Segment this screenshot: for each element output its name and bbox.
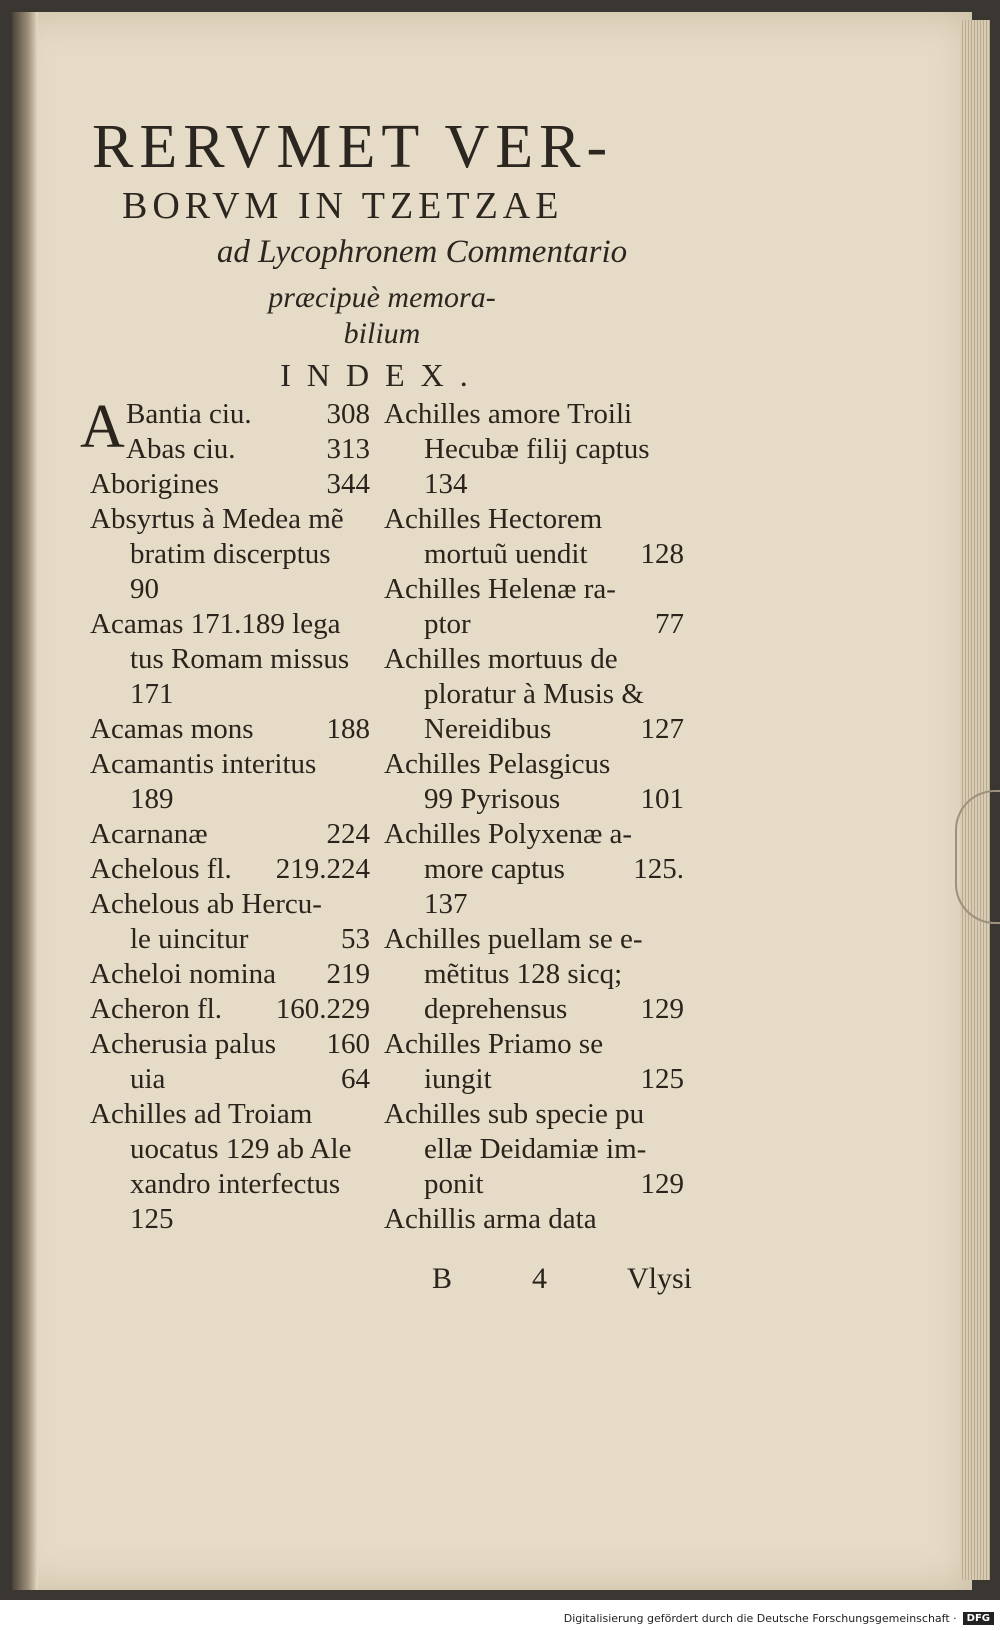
index-entry [90, 1027, 370, 1097]
index-entry [90, 992, 370, 1027]
entry-page-ref: 188 [326, 713, 370, 745]
catchword: Vlysi [626, 1262, 692, 1295]
index-entry-line [384, 642, 684, 677]
entry-text: Acamas 171.189 lega [90, 608, 341, 640]
entry-text: more captus [424, 853, 565, 885]
entry-page-ref: 160.229 [275, 993, 370, 1025]
entry-text: uocatus 129 ab Ale [130, 1133, 352, 1165]
index-entry-line [384, 502, 684, 537]
credit-text: Digitalisierung gefördert durch die Deutsche Forschungsgemeinschaft · [563, 1612, 957, 1625]
index-entry-line [384, 1167, 684, 1202]
entry-text: Aborigines [90, 468, 219, 500]
entry-page-ref: 129 [640, 1168, 684, 1200]
entry-text: mẽtitus 128 sicq; [424, 958, 623, 990]
index-entry-line [384, 1027, 684, 1062]
index-entry [384, 1097, 684, 1202]
index-entry-line [90, 817, 370, 852]
title-line-1: RERVMET VER- [92, 113, 614, 181]
index-entry-line [90, 782, 370, 817]
entry-text: tus Romam missus [130, 643, 350, 675]
entry-page-ref: 160 [326, 1028, 370, 1060]
index-entry-line [90, 1097, 370, 1132]
entry-text: Acamas mons [90, 713, 254, 745]
index-entry [90, 712, 370, 747]
entry-page-ref: 125 [640, 1063, 684, 1095]
entry-text: Achilles amore Troili [384, 398, 633, 430]
index-entry [384, 1027, 684, 1097]
index-entry-line [384, 572, 684, 607]
index-heading: INDEX. [280, 357, 484, 393]
index-entry-line [384, 712, 684, 747]
entry-text: 137 [424, 888, 468, 920]
entry-text: Achilles Helenæ ra- [384, 573, 616, 605]
index-entry [384, 747, 684, 817]
book-clasp [955, 790, 1000, 924]
entry-page-ref: 64 [341, 1063, 370, 1095]
entry-text: xandro interfectus [130, 1168, 341, 1200]
index-entry-line [384, 1202, 684, 1237]
page-footer [432, 1262, 692, 1296]
index-entry-line [384, 1062, 684, 1097]
entry-text: Achilles Priamo se [384, 1028, 604, 1060]
index-entry-line [90, 537, 370, 572]
page-gutter [12, 12, 38, 1590]
entry-text: Achelous ab Hercu- [90, 888, 322, 920]
index-entry-line [384, 607, 684, 642]
entry-text: Achilles Polyxenæ a- [384, 818, 633, 850]
index-entry-line [90, 677, 370, 712]
entry-text: bratim discerptus [130, 538, 331, 570]
entry-text: Achilles Pelasgicus [384, 748, 611, 780]
index-entry-line [384, 677, 684, 712]
entry-page-ref: 308 [326, 398, 370, 430]
index-entry-line [126, 397, 370, 432]
dfg-logo: DFG [963, 1612, 994, 1625]
entry-page-ref: 127 [640, 713, 684, 745]
entry-text: Acheron fl. [90, 993, 223, 1025]
index-entry-line [90, 607, 370, 642]
entry-text: Achillis arma data [384, 1203, 597, 1235]
index-entry [90, 467, 370, 502]
index-entry-line [384, 1132, 684, 1167]
index-entry [384, 572, 684, 642]
index-entry-line [384, 1097, 684, 1132]
title-line-2: BORVM IN TZETZAE [122, 185, 564, 227]
index-column-right [384, 397, 684, 1237]
index-entry-line [90, 572, 370, 607]
entry-text: deprehensus [424, 993, 568, 1025]
entry-text: Achelous fl. [90, 853, 232, 885]
index-entry [384, 922, 684, 1027]
index-entry [384, 502, 684, 572]
index-entry-line [384, 852, 684, 887]
index-entry [384, 642, 684, 747]
entry-text: iungit [424, 1063, 492, 1095]
entry-text: Acarnanæ [90, 818, 208, 850]
index-entry [90, 887, 370, 957]
title-line-3: ad Lycophronem Commentario [216, 234, 628, 270]
index-entry [384, 1202, 684, 1237]
title-line-4b: bilium [343, 317, 421, 350]
entry-text: 99 Pyrisous [424, 783, 561, 815]
entry-text: Hecubæ filij captus [424, 433, 650, 465]
entry-text: le uincitur [130, 923, 249, 955]
index-entry-line [90, 712, 370, 747]
entry-text: Acherusia palus [90, 1028, 277, 1060]
signature-mark: B [432, 1262, 453, 1295]
index-entry-line [90, 1202, 370, 1237]
entry-page-ref: 219 [326, 958, 370, 990]
index-entry-line [384, 922, 684, 957]
entry-text: ptor [424, 608, 471, 640]
index-column-left [80, 393, 370, 1237]
title-line-4a: præcipuè memora- [268, 281, 496, 314]
index-entry-line [384, 397, 684, 432]
index-entry [384, 817, 684, 922]
index-entry [384, 397, 684, 502]
digitization-credit [564, 1612, 994, 1625]
entry-page-ref: 219.224 [275, 853, 370, 885]
entry-text: ellæ Deidamiæ im- [424, 1133, 647, 1165]
entry-page-ref: 129 [640, 993, 684, 1025]
entry-text: uia [130, 1063, 166, 1095]
entry-text: Achilles ad Troiam [90, 1098, 313, 1130]
index-entry-line [90, 642, 370, 677]
signature-number: 4 [532, 1262, 547, 1295]
entry-text: 189 [130, 783, 174, 815]
entry-page-ref: 53 [341, 923, 370, 955]
index-entry [80, 393, 370, 467]
entry-text: Bantia ciu. [126, 398, 252, 430]
index-entry-line [384, 782, 684, 817]
entry-text: 125 [130, 1203, 174, 1235]
index-entry-line [384, 957, 684, 992]
entry-text: ponit [424, 1168, 484, 1200]
index-entry-line [384, 537, 684, 572]
index-entry-line [384, 887, 684, 922]
index-entry [90, 607, 370, 712]
index-entry [90, 957, 370, 992]
entry-text: ploratur à Musis & [424, 678, 644, 710]
entry-page-ref: 344 [326, 468, 370, 500]
entry-text: Acamantis interitus [90, 748, 317, 780]
index-entry-line [90, 922, 370, 957]
index-entry-line [90, 1027, 370, 1062]
index-entry-line [384, 432, 684, 467]
index-entry-line [90, 747, 370, 782]
entry-text: Achilles puellam se e- [384, 923, 643, 955]
index-entry [90, 747, 370, 817]
entry-text: 171 [130, 678, 174, 710]
index-entry-line [90, 957, 370, 992]
index-entry-line [90, 502, 370, 537]
index-entry-line [384, 817, 684, 852]
entry-page-ref: 77 [655, 608, 684, 640]
entry-text: Nereidibus [424, 713, 552, 745]
entry-text: 134 [424, 468, 468, 500]
index-entry-line [90, 1132, 370, 1167]
book-page [12, 12, 972, 1590]
index-entry-line [90, 467, 370, 502]
drop-cap: A [80, 393, 125, 461]
index-entry-line [126, 432, 370, 467]
index-entry-line [90, 1062, 370, 1097]
index-entry [90, 852, 370, 887]
entry-text: Achilles sub specie pu [384, 1098, 645, 1130]
entry-page-ref: 313 [326, 433, 370, 465]
title-line-4 [222, 280, 542, 352]
entry-text: Abas ciu. [126, 433, 236, 465]
entry-text: Achilles Hectorem [384, 503, 603, 535]
index-entry [90, 817, 370, 852]
entry-page-ref: 224 [326, 818, 370, 850]
index-entry-line [384, 467, 684, 502]
index-entry-line [90, 887, 370, 922]
index-entry-line [90, 992, 370, 1027]
entry-text: mortuũ uendit [424, 538, 588, 570]
index-entry [90, 1097, 370, 1237]
entry-page-ref: 101 [640, 783, 684, 815]
index-entry [90, 502, 370, 607]
index-entry-line [90, 1167, 370, 1202]
entry-text: Achilles mortuus de [384, 643, 618, 675]
index-entry-line [384, 747, 684, 782]
entry-page-ref: 125. [633, 853, 684, 885]
entry-text: Absyrtus à Medea mẽ [90, 503, 344, 535]
entry-text: 90 [130, 573, 159, 605]
entry-page-ref: 128 [640, 538, 684, 570]
entry-text: Acheloi nomina [90, 958, 277, 990]
index-entry-line [384, 992, 684, 1027]
index-entry-line [90, 852, 370, 887]
